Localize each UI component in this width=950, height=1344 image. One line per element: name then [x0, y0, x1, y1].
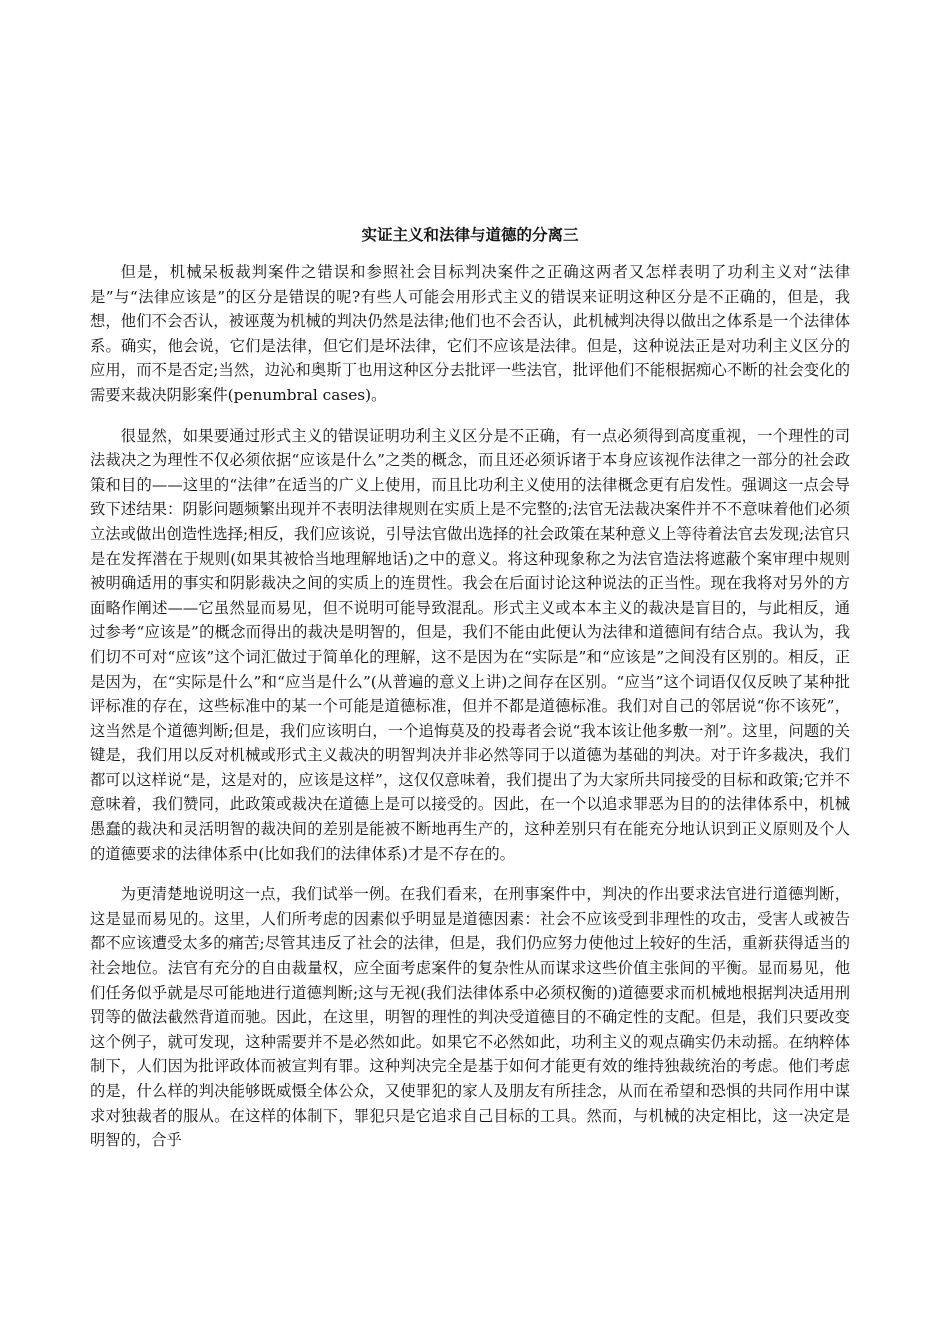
paragraph-1: 但是，机械呆板裁判案件之错误和参照社会目标判决案件之正确这两者又怎样表明了功利主义对“法律是”与“法律应该是”的区分是错误的呢?有些人可能会用形式主义的错误来证明这种区分是不正确的，但是，我想，他们不会否认，被诬蔑为机械的判决仍然是法律;他们也不会否认，此机械判决得以做出之体系是一个法律体系。确实，他会说，它们是法律，但它们是坏法律，它们不应该是法律。但是，这种说法正是对功利主义区分的应用，而不是否定;当然，边沁和奥斯丁也用这种区分去批评一些法官，批评他们不能根据痴心不断的社会变化的需要来裁决阴影案件(penumbral cases)。 [90, 263, 850, 404]
document-title: 实证主义和法律与道德的分离三 [361, 226, 579, 244]
paragraph-2: 很显然，如果要通过形式主义的错误证明功利主义区分是不正确，有一点必须得到高度重视，一个理性的司法裁决之为理性不仅必须依据“应该是什么”之类的概念，而且还必须诉诸于本身应该视作法律之一部分的社会政策和目的——这里的“法律”在适当的广义上使用，而且比功利主义使用的法律概念更有启发性。强调这一点会导致下述结果：阴影问题频繁出现并不表明法律规则在实质上是不完整的;法官无法裁决案件并不不意味着他们必须立法或做出创造性选择;相反，我们应该说，引导法官做出选择的社会政策在某种意义上等待着法官去发现;法官只是在发挥潜在于规则(如果其被恰当地理解地话)之中的意义。将这种现象称之为法官造法将遮蔽个案审理中规则被明确适用的事实和阴影裁决之间的实质上的连贯性。我会在后面讨论这种说法的正当性。现在我将对另外的方面略作阐述——它虽然显而易见，但不说明可能导致混乱。形式主义或本本主义的裁决是盲目的，与此相反，通过参考“应该是”的概念而得出的裁决是明智的，但是，我们不能由此便认为法律和道德间有结合点。我认为，我们切不可对“应该”这个词汇做过于简单化的理解，这不是因为在“实际是”和“应该是”之间没有区别的。相反，正是因为，在“实际是什么”和“应当是什么”(从普遍的意义上讲)之间存在区别。“应当”这个词语仅仅反映了某种批评标准的存在，这些标准中的某一个可能是道德标准，但并不都是道德标准。我们对自己的邻居说“你不该死”，这当然是个道德判断;但是，我们应该明白，一个追悔莫及的投毒者会说“我本该让他多敷一剂”。这里，问题的关键是，我们用以反对机械或形式主义裁决的明智判决并非必然等同于以道德为基础的判决。对于许多裁决，我们都可以这样说“是，这是对的，应该是这样”，这仅仅意味着，我们提出了为大家所共同接受的目标和政策;它并不意味着，我们赞同，此政策或裁决在道德上是可以接受的。因此，在一个以追求罪恶为目的的法律体系中，机械愚蠢的裁决和灵活明智的裁决间的差别是能被不断地再生产的，这种差别只有在能充分地认识到正义原则及个人的道德要求的法律体系中(比如我们的法律体系)才是不存在的。 [90, 426, 850, 863]
document-page [90, 222, 850, 1169]
paragraph-3: 为更清楚地说明这一点，我们试举一例。在我们看来，在刑事案件中，判决的作出要求法官进行道德判断，这是显而易见的。这里，人们所考虑的因素似乎明显是道德因素：社会不应该受到非理性的攻击，受害人或被告都不应该遭受太多的痛苦;尽管其违反了社会的法律，但是，我们仍应努力使他过上较好的生活，重新获得适当的社会地位。法官有充分的自由裁量权，应全面考虑案件的复杂性从而谋求这些价值主张间的平衡。显而易见，他们任务似乎就是尽可能地进行道德判断;这与无视(我们法律体系中必须权衡的)道德要求而机械地根据判决适用刑罚等的做法截然背道而驰。因此，在这里，明智的理性的判决受道德目的不确定性的支配。但是，我们只要改变这个例子，就可发现，这种需要并不是必然如此。如果它不必然如此，功利主义的观点确实仍未动摇。在纳粹体制下，人们因为批评政体而被宣判有罪。这种判决完全是基于如何才能更有效的维持独裁统治的考虑。他们考虑的是，什么样的判决能够既威慑全体公众，又使罪犯的家人及朋友有所挂念，从而在希望和恐惧的共同作用中谋求对独裁者的服从。在这样的体制下，罪犯只是它追求自己目标的工具。然而，与机械的决定相比，这一决定是明智的，合乎 [90, 885, 850, 1150]
